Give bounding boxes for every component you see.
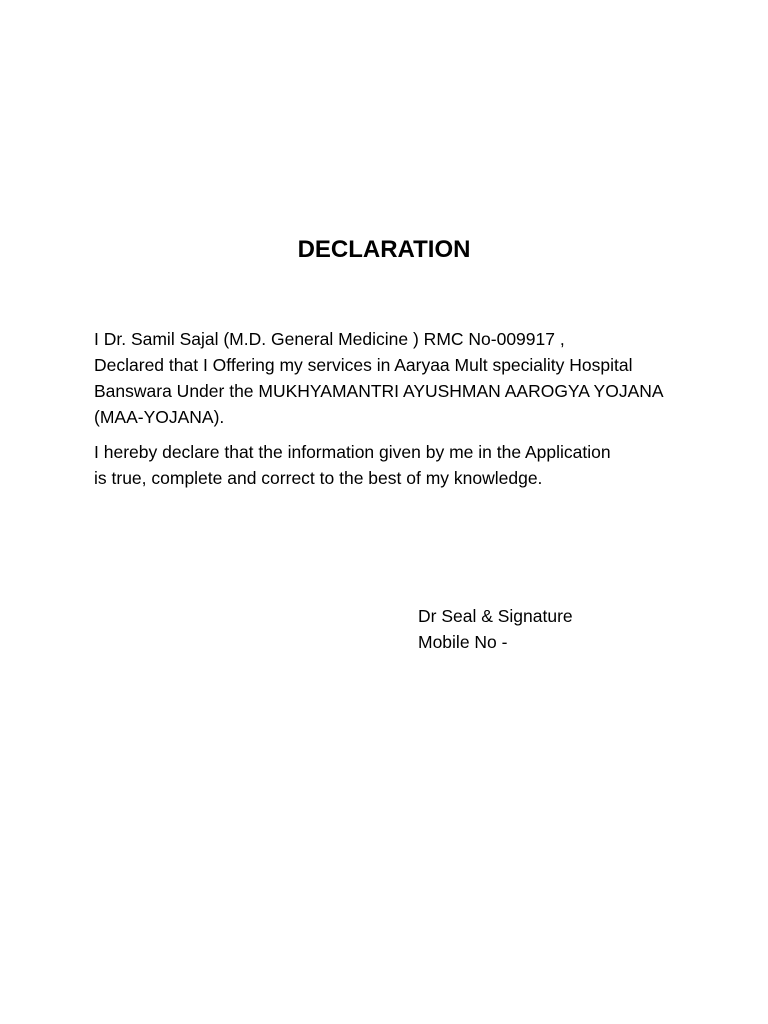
paragraph-line: is true, complete and correct to the best of my knowledge.	[94, 468, 543, 488]
signature-block	[418, 603, 573, 655]
affirmation-paragraph	[94, 439, 694, 491]
paragraph-line: Banswara Under the MUKHYAMANTRI AYUSHMAN AAROGYA YOJANA	[94, 381, 664, 401]
mobile-number-label: Mobile No -	[418, 632, 508, 652]
paragraph-line: I hereby declare that the information given by me in the Application	[94, 442, 611, 462]
seal-signature-label: Dr Seal & Signature	[418, 606, 573, 626]
paragraph-line: (MAA-YOJANA).	[94, 407, 225, 427]
document-title: DECLARATION	[297, 236, 471, 263]
paragraph-line: Declared that I Offering my services in Aaryaa Mult speciality Hospital	[94, 355, 633, 375]
declaration-paragraph	[94, 326, 694, 430]
paragraph-line: I Dr. Samil Sajal (M.D. General Medicine ) RMC No-009917 ,	[94, 329, 565, 349]
